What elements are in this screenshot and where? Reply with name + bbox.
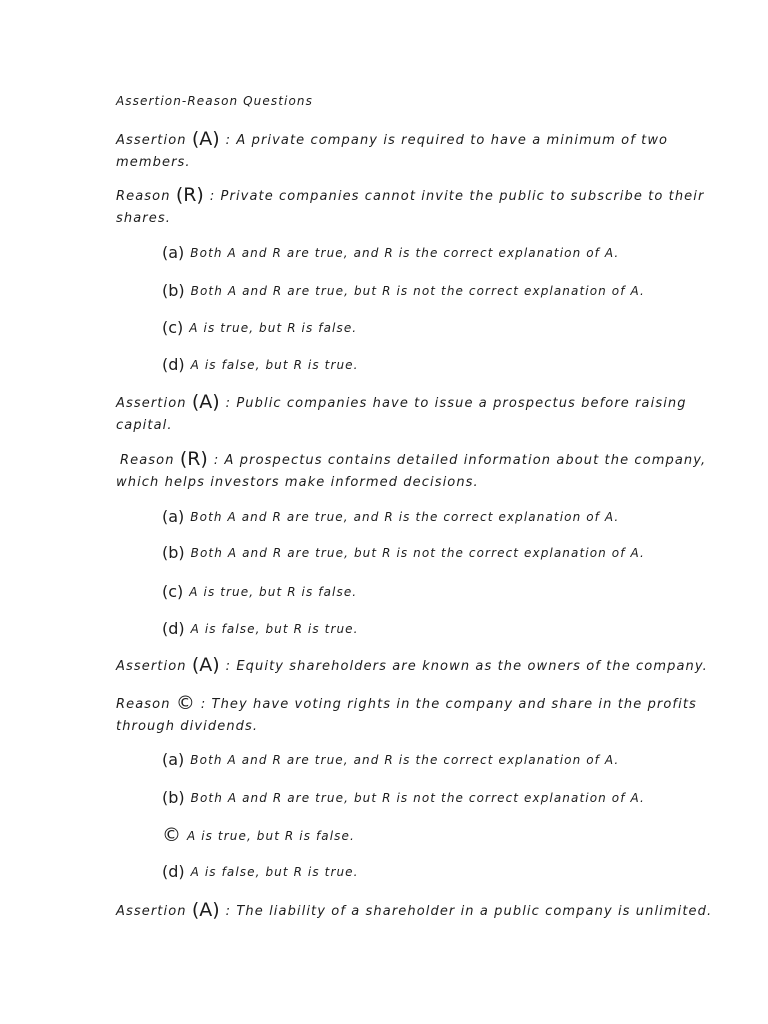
q4-assertion: [116, 901, 716, 921]
q1-reason: [116, 186, 716, 206]
q3-option-d: [162, 862, 722, 882]
option-text: Both A and R are true, but R is not the correct explanation of A.: [190, 546, 645, 560]
option-marker: (b): [162, 281, 185, 300]
assertion-text: : The liability of a shareholder in a public company is unlimited.: [225, 904, 713, 919]
q2-reason-cont: which helps investors make informed decisions.: [116, 475, 479, 490]
assertion-text: : A private company is required to have a minimum of two: [225, 133, 669, 148]
reason-label: Reason: [116, 189, 171, 204]
option-marker: ©: [162, 824, 181, 846]
assertion-label: Assertion: [116, 396, 187, 411]
q1-assertion-cont: members.: [116, 155, 191, 170]
option-marker: (a): [162, 750, 185, 769]
assertion-text: : Public companies have to issue a prospectus before raising: [225, 396, 687, 411]
reason-label: Reason: [120, 453, 175, 468]
reason-text: : Private companies cannot invite the public to subscribe to their: [209, 189, 705, 204]
q1-option-d: [162, 355, 722, 375]
option-text: Both A and R are true, and R is the correct explanation of A.: [190, 246, 620, 260]
assertion-label: Assertion: [116, 659, 187, 674]
option-text: A is false, but R is true.: [190, 865, 359, 879]
q3-reason: [116, 694, 716, 714]
option-marker: (a): [162, 243, 185, 262]
assertion-label: Assertion: [116, 904, 187, 919]
option-marker: (c): [162, 318, 184, 337]
q3-option-b: [162, 788, 722, 808]
assertion-marker: (A): [191, 654, 220, 676]
q3-option-a: [162, 750, 722, 770]
assertion-marker: (A): [191, 391, 220, 413]
option-text: A is false, but R is true.: [190, 622, 359, 636]
option-marker: (d): [162, 862, 185, 881]
option-text: Both A and R are true, and R is the correct explanation of A.: [190, 753, 620, 767]
reason-marker: ©: [175, 692, 195, 714]
q1-option-c: [162, 318, 722, 338]
q1-option-b: [162, 281, 722, 301]
option-text: A is true, but R is false.: [189, 585, 358, 599]
assertion-marker: (A): [191, 899, 220, 921]
assertion-text: : Equity shareholders are known as the owners of the company.: [225, 659, 708, 674]
option-text: Both A and R are true, and R is the correct explanation of A.: [190, 510, 620, 524]
q1-option-a: [162, 243, 722, 263]
option-marker: (b): [162, 543, 185, 562]
option-text: A is true, but R is false.: [187, 829, 355, 843]
q1-assertion: [116, 130, 716, 150]
q1-reason-cont: shares.: [116, 211, 171, 226]
q2-option-c: [162, 582, 722, 602]
q2-option-d: [162, 619, 722, 639]
q3-reason-cont: through dividends.: [116, 719, 259, 734]
q2-option-b: [162, 543, 722, 563]
option-marker: (b): [162, 788, 185, 807]
option-text: A is false, but R is true.: [190, 358, 359, 372]
q2-option-a: [162, 507, 722, 527]
option-text: A is true, but R is false.: [189, 321, 358, 335]
reason-marker: (R): [175, 184, 204, 206]
q3-option-c: [162, 825, 722, 846]
page-title: Assertion-Reason Questions: [116, 94, 313, 108]
option-marker: (c): [162, 582, 184, 601]
assertion-label: Assertion: [116, 133, 187, 148]
reason-marker: (R): [179, 448, 208, 470]
reason-text: : A prospectus contains detailed information about the company,: [213, 453, 707, 468]
assertion-marker: (A): [191, 128, 220, 150]
option-text: Both A and R are true, but R is not the correct explanation of A.: [190, 791, 645, 805]
option-marker: (a): [162, 507, 185, 526]
q3-assertion: [116, 656, 716, 676]
q2-reason: [120, 450, 720, 470]
q2-assertion-cont: capital.: [116, 418, 173, 433]
reason-text: : They have voting rights in the company and share in the profits: [200, 697, 697, 712]
option-marker: (d): [162, 619, 185, 638]
option-marker: (d): [162, 355, 185, 374]
option-text: Both A and R are true, but R is not the correct explanation of A.: [190, 284, 645, 298]
q2-assertion: [116, 393, 716, 413]
reason-label: Reason: [116, 697, 171, 712]
